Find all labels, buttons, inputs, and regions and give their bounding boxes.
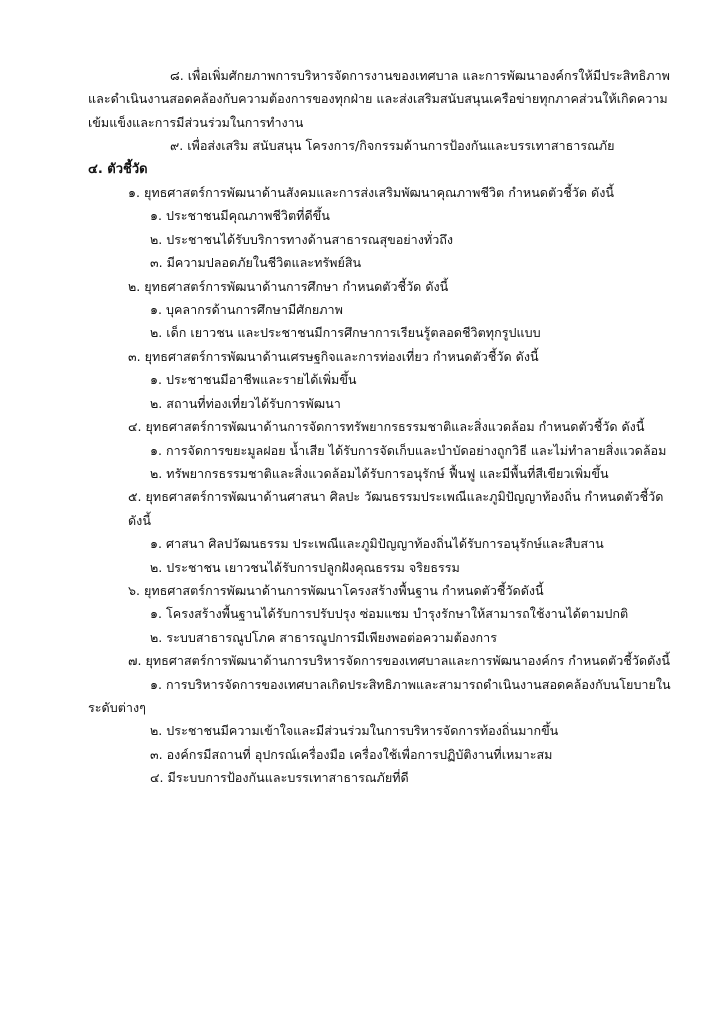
objective-9: ๙. เพื่อส่งเสริม สนับสนุน โครงการ/กิจกรรมด้านการป้องกันและบรรเทาสาธารณภัย bbox=[170, 138, 615, 154]
indicator-item: ๒. ประชาชนมีความเข้าใจและมีส่วนร่วมในการบริหารจัดการท้องถิ่นมากขึ้น bbox=[150, 723, 559, 739]
indicator-item: ๑. โครงสร้างพื้นฐานได้รับการปรับปรุง ซ่อมแซม บำรุงรักษาให้สามารถใช้งานได้ตามปกติ bbox=[150, 606, 629, 622]
indicator-item: ๔. มีระบบการป้องกันและบรรเทาสาธารณภัยที่ดี bbox=[150, 770, 409, 786]
indicator-item: ๓. มีความปลอดภัยในชีวิตและทรัพย์สิน bbox=[150, 255, 362, 271]
indicator-item: ๓. องค์กรมีสถานที่ อุปกรณ์เครื่องมือ เครื่องใช้เพื่อการปฏิบัติงานที่เหมาะสม bbox=[150, 746, 553, 762]
section-heading: ๔. ตัวชี้วัด bbox=[88, 161, 148, 177]
indicator-item: ๑. ประชาชนมีอาชีพและรายได้เพิ่มขึ้น bbox=[150, 372, 357, 388]
indicator-item: ๑. ศาสนา ศิลปวัฒนธรรม ประเพณีและภูมิปัญญาท้องถิ่นได้รับการอนุรักษ์และสืบสาน bbox=[150, 536, 604, 552]
objective-8: ๘. เพื่อเพิ่มศักยภาพการบริหารจัดการงานของเทศบาล และการพัฒนาองค์กรให้มีประสิทธิภาพ และดำเนินงานสอดคล้องกับความต้องการของทุกฝ่าย และส่งเสริมสนับสนุนเครือข่ายทุกภาคส่วนให้เกิดความเข้มแข็งและการมีส่วนร่วมในการทำงาน bbox=[88, 68, 670, 130]
indicator-item: ๑. บุคลากรด้านการศึกษามีศักยภาพ bbox=[150, 302, 343, 318]
strategy-title: ๓. ยุทธศาสตร์การพัฒนาด้านเศรษฐกิจและการท่องเที่ยว กำหนดตัวชี้วัด ดังนี้ bbox=[128, 348, 539, 364]
indicator-item: ๒. สถานที่ท่องเที่ยวได้รับการพัฒนา bbox=[150, 395, 341, 411]
indicator-item: ๒. ระบบสาธารณูปโภค สาธารณูปการมีเพียงพอต่อความต้องการ bbox=[150, 629, 497, 645]
strategy-title: ๔. ยุทธศาสตร์การพัฒนาด้านการจัดการทรัพยากรธรรมชาติและสิ่งแวดล้อม กำหนดตัวชี้วัด ดังนี้ bbox=[128, 419, 645, 435]
indicator-item: ๑. การจัดการขยะมูลฝอย น้ำเสีย ได้รับการจัดเก็บและบำบัดอย่างถูกวิธี และไม่ทำลายสิ่งแวดล้อม bbox=[150, 442, 667, 458]
indicator-item: ๑. การบริหารจัดการของเทศบาลเกิดประสิทธิภาพและสามารถดำเนินงานสอดคล้องกับนโยบายในระดับต่างๆ bbox=[88, 676, 671, 715]
strategy-title: ๕. ยุทธศาสตร์การพัฒนาด้านศาสนา ศิลปะ วัฒนธรรมประเพณีและภูมิปัญญาท้องถิ่น กำหนดตัวชี้วัดดังนี้ bbox=[128, 489, 664, 528]
indicator-item: ๒. ทรัพยากรธรรมชาติและสิ่งแวดล้อมได้รับการอนุรักษ์ ฟื้นฟู และมีพื้นที่สีเขียวเพิ่มขึ้น bbox=[150, 465, 609, 481]
document-content bbox=[88, 64, 674, 790]
strategy-title: ๖. ยุทธศาสตร์การพัฒนาด้านการพัฒนาโครงสร้างพื้นฐาน กำหนดตัวชี้วัดดังนี้ bbox=[128, 582, 544, 598]
strategy-title: ๑. ยุทธศาสตร์การพัฒนาด้านสังคมและการส่งเสริมพัฒนาคุณภาพชีวิต กำหนดตัวชี้วัด ดังนี้ bbox=[128, 185, 614, 201]
indicator-item: ๒. ประชาชน เยาวชนได้รับการปลูกฝังคุณธรรม จริยธรรม bbox=[150, 559, 460, 575]
indicator-item: ๒. ประชาชนได้รับบริการทางด้านสาธารณสุขอย่างทั่วถึง bbox=[150, 231, 454, 247]
indicator-item: ๑. ประชาชนมีคุณภาพชีวิตที่ดีขึ้น bbox=[150, 208, 330, 224]
indicator-item: ๒. เด็ก เยาวชน และประชาชนมีการศึกษาการเรียนรู้ตลอดชีวิตทุกรูปแบบ bbox=[150, 325, 541, 341]
strategy-title: ๒. ยุทธศาสตร์การพัฒนาด้านการศึกษา กำหนดตัวชี้วัด ดังนี้ bbox=[128, 278, 449, 294]
strategy-title: ๗. ยุทธศาสตร์การพัฒนาด้านการบริหารจัดการของเทศบาลและการพัฒนาองค์กร กำหนดตัวชี้วัดดังนี้ bbox=[128, 653, 671, 669]
